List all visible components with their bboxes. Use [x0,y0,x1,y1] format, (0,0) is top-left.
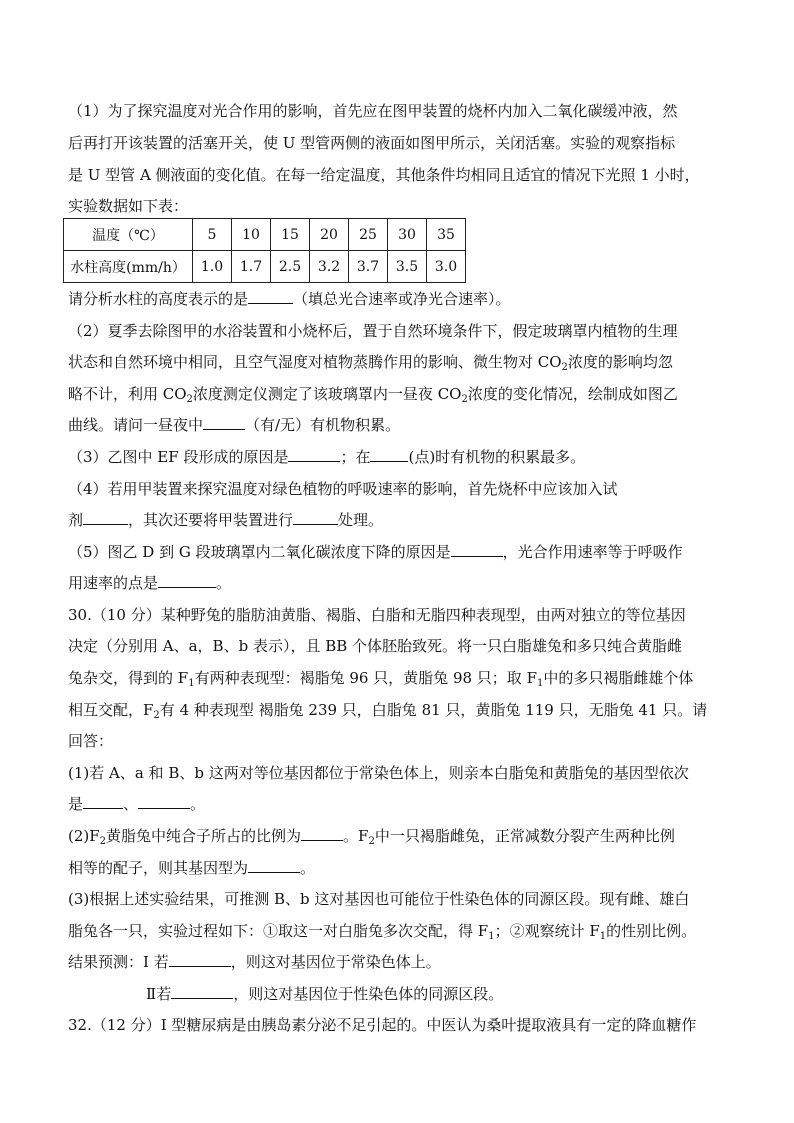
table-row [64,251,466,283]
q30-sub3-line3: 结果预测：I 若 ，则这对基因位于常染色体上。 [68,953,441,971]
answer-blank[interactable] [83,794,123,809]
q30-line4: 相互交配，$F_2$有 4 种表现型 褐脂兔 239 只，白脂兔 81 只，黄脂兔 119 只，无脂兔 41 只。请 [68,701,708,721]
q30-line1: 30.（10 分）某种野兔的脂肪油黄脂、褐脂、白脂和无脂四种表现型，由两对独立的等位基因 [68,606,686,624]
table-cell: 3.0 [427,251,466,283]
q30-line3: 兔杂交，得到的 $F_1$有两种表现型：褐脂兔 96 只，黄脂兔 98 只；取 $F_1$中的多只褐脂雌雄个体 [68,669,694,689]
q29-part2-line4: 曲线。请问一昼夜中 （有/无）有机物积累。 [68,416,401,434]
q29-part1-line4: 实验数据如下表： [68,197,189,215]
table-cell: 3.5 [388,251,427,283]
q30-sub1-line1: (1)若 A、a 和 B、b 这两对等位基因都位于常染色体上，则亲本白脂兔和黄脂兔的基因型依次 [68,764,689,782]
table-cell: 1.0 [193,251,232,283]
q29-part2-line1: （2）夏季去除图甲的水浴装置和小烧杯后，置于自然环境条件下，假定玻璃罩内植物的生理 [68,322,678,340]
table-cell: 3.2 [310,251,349,283]
answer-blank[interactable] [248,289,293,304]
q29-part1-line3: 是 U 型管 A 侧液面的变化值。在每一给定温度，其他条件均相同且适宜的情况下光照 1 小时， [68,166,700,184]
table-cell: 25 [349,219,388,251]
table-cell: 3.7 [349,251,388,283]
q32-line1: 32.（12 分）I 型糖尿病是由胰岛素分泌不足引起的。中医认为桑叶提取液具有一定的降血糖作 [68,1016,697,1034]
q30-line2: 决定（分别用 A、a，B、b 表示），且 BB 个体胚胎致死。将一只白脂雄兔和多只纯合黄脂雌 [68,637,683,655]
table-cell: 20 [310,219,349,251]
q29-part5-line2: 用速率的点是 。 [68,574,232,592]
q30-sub2-line1: $(2)F_2$黄脂兔中纯合子所占的比例为 。$F_2$中一只褐脂雌兔，正常减数分裂产生两种比例 [68,827,675,847]
answer-blank[interactable] [248,858,300,873]
q29-after-table: 请分析水柱的高度表示的是 （填总光合速率或净光合速率）。 [68,290,511,308]
q29-part4-line1: （4）若用甲装置来探究温度对绿色植物的呼吸速率的影响，首先烧杯中应该加入试 [68,480,618,498]
q30-line5: 回答： [68,732,114,750]
answer-blank[interactable] [203,415,245,430]
q30-sub3-line1: (3)根据上述实验结果，可推测 B、b 这对基因也可能位于性染色体的同源区段。现有雌、雄白 [68,890,690,908]
q30-sub2-line2: 相等的配子，则其基因型为 。 [68,859,316,877]
q29-part1-line1: （1）为了探究温度对光合作用的影响，首先应在图甲装置的烧杯内加入二氧化碳缓冲液，然 [68,102,678,120]
q29-part4-line2: 剂 ，其次还要将甲装置进行 处理。 [68,511,384,529]
q29-part2-line2: 状态和自然环境中相同，且空气湿度对植物蒸腾作用的影响、微生物对 $CO_2$浓度的影响均忽 [68,353,673,373]
answer-blank[interactable] [138,794,190,809]
table-cell: 10 [232,219,271,251]
table-header-cell: 温度（℃） [64,219,193,251]
q29-part2-line3: 略不计，利用 $CO_2$浓度测定仪测定了该玻璃罩内一昼夜 $CO_2$浓度的变化情况，绘制成如图乙 [68,385,678,405]
table-header-cell: 水柱高度(mm/h） [64,251,193,283]
data-table [63,218,466,283]
table-cell: 35 [427,219,466,251]
answer-blank[interactable] [169,952,231,967]
answer-blank[interactable] [451,542,503,557]
q29-part1-line2: 后再打开该装置的活塞开关，使 U 型管两侧的液面如图甲所示，关闭活塞。实验的观察指标 [68,134,676,152]
table-cell: 30 [388,219,427,251]
q29-part3: （3）乙图中 EF 段形成的原因是 ；在 (点)时有机物的积累最多。 [68,448,586,466]
table-row [64,219,466,251]
q29-part5-line1: （5）图乙 D 到 G 段玻璃罩内二氧化碳浓度下降的原因是 ，光合作用速率等于呼吸作 [68,543,683,561]
q30-sub3-line2: 脂兔各一只，实验过程如下：①取这一对白脂兔多次交配，得 $F_1$；②观察统计 $F_1$的性别比例。 [68,922,697,942]
answer-blank[interactable] [158,573,216,588]
answer-blank[interactable] [293,510,338,525]
answer-blank[interactable] [301,826,343,841]
q30-sub3-line4: Ⅱ若 ，则这对基因位于性染色体的同源区段。 [146,985,504,1003]
answer-blank[interactable] [288,447,340,462]
q30-sub1-line2: 是 、 。 [68,795,206,813]
table-cell: 15 [271,219,310,251]
answer-blank[interactable] [171,984,233,999]
table-cell: 5 [193,219,232,251]
table-cell: 1.7 [232,251,271,283]
answer-blank[interactable] [83,510,128,525]
answer-blank[interactable] [370,447,408,462]
table-cell: 2.5 [271,251,310,283]
